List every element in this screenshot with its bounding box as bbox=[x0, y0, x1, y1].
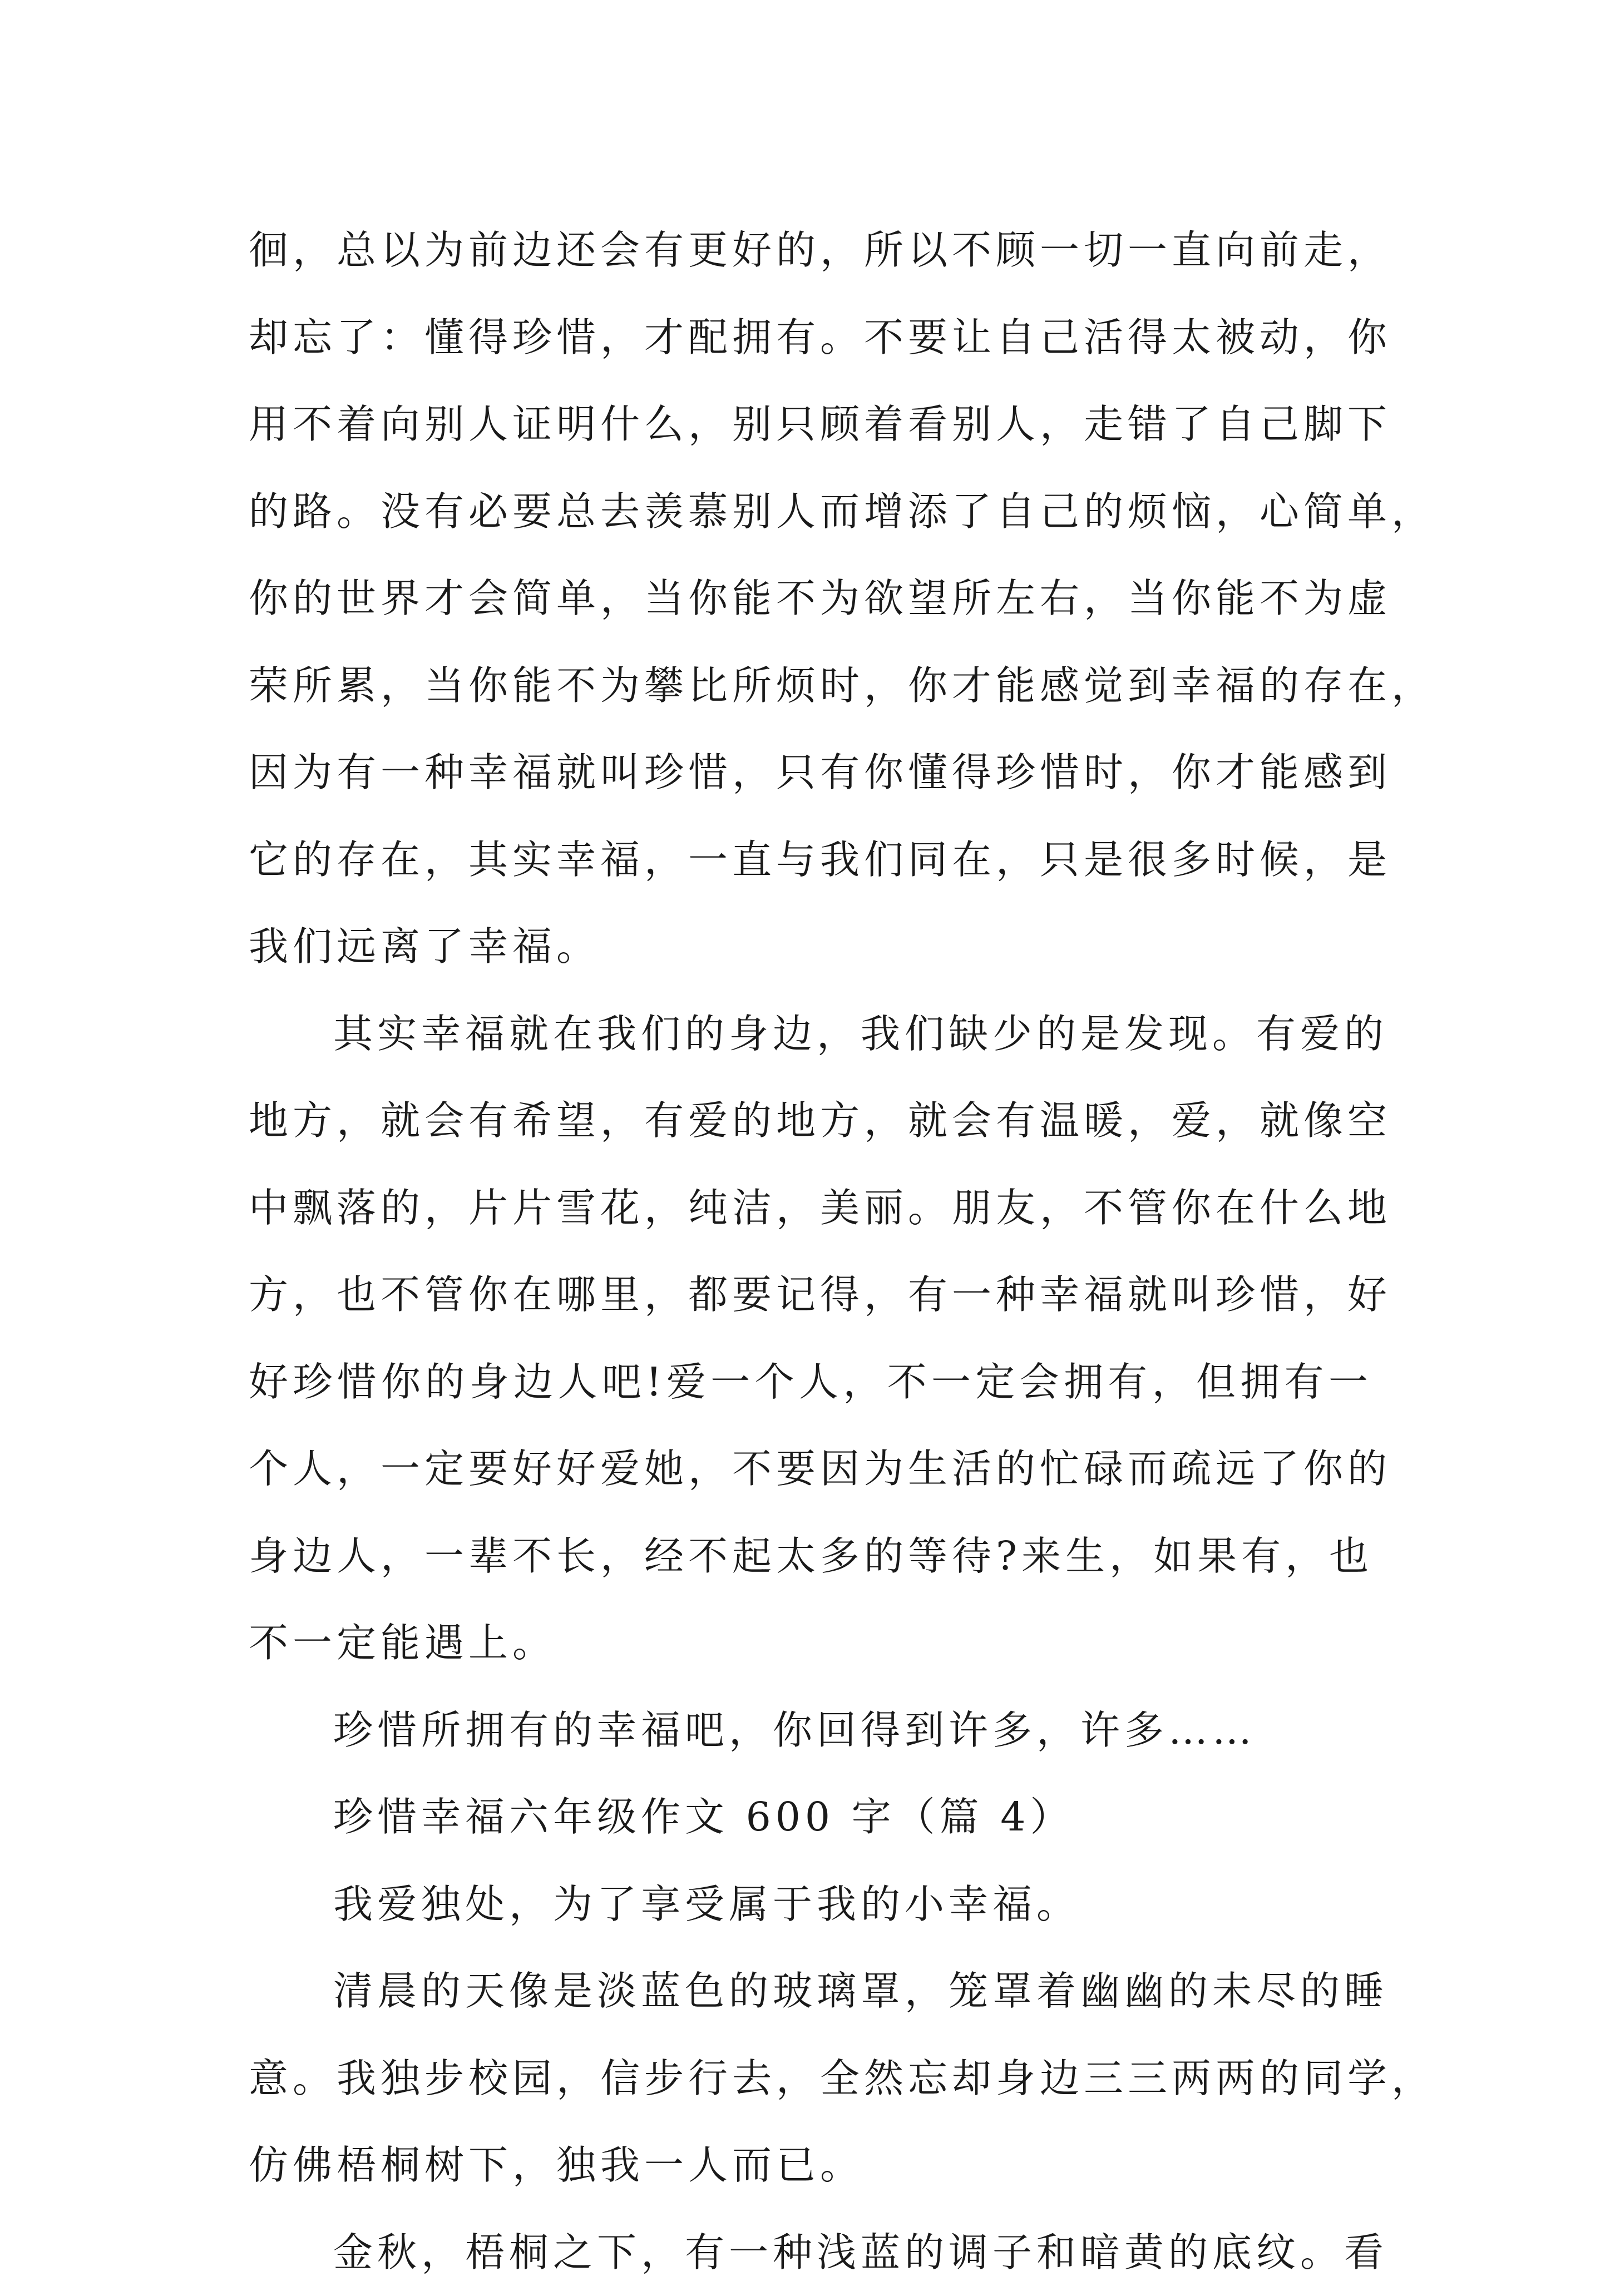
text-line: 不一定能遇上。 bbox=[249, 1600, 1372, 1687]
text-line: 却忘了：懂得珍惜，才配拥有。不要让自己活得太被动，你 bbox=[249, 294, 1372, 382]
text-line: 我爱独处，为了享受属于我的小幸福。 bbox=[249, 1861, 1372, 1948]
text-line: 好珍惜你的身边人吧!爱一个人，不一定会拥有，但拥有一 bbox=[249, 1339, 1372, 1426]
text-line: 方，也不管你在哪里，都要记得，有一种幸福就叫珍惜，好 bbox=[249, 1251, 1372, 1339]
text-line: 金秋，梧桐之下，有一种浅蓝的调子和暗黄的底纹。看 bbox=[249, 2209, 1372, 2296]
body-text bbox=[249, 207, 1372, 2296]
text-line: 我们远离了幸福。 bbox=[249, 903, 1372, 991]
text-line: 地方，就会有希望，有爱的地方，就会有温暖，爱，就像空 bbox=[249, 1077, 1372, 1165]
text-line: 它的存在，其实幸福，一直与我们同在，只是很多时候，是 bbox=[249, 817, 1372, 904]
text-line: 的路。没有必要总去羡慕别人而增添了自己的烦恼，心简单， bbox=[249, 468, 1372, 556]
text-line: 你的世界才会简单，当你能不为欲望所左右，当你能不为虚 bbox=[249, 555, 1372, 642]
text-line: 意。我独步校园，信步行去，全然忘却身边三三两两的同学， bbox=[249, 2035, 1372, 2122]
text-line: 用不着向别人证明什么，别只顾着看别人，走错了自己脚下 bbox=[249, 381, 1372, 468]
text-line: 身边人，一辈不长，经不起太多的等待?来生，如果有，也 bbox=[249, 1513, 1372, 1600]
text-line: 其实幸福就在我们的身边，我们缺少的是发现。有爱的 bbox=[249, 991, 1372, 1078]
text-line: 仿佛梧桐树下，独我一人而已。 bbox=[249, 2122, 1372, 2209]
text-line: 珍惜所拥有的幸福吧，你回得到许多，许多…… bbox=[249, 1687, 1372, 1774]
text-line: 因为有一种幸福就叫珍惜，只有你懂得珍惜时，你才能感到 bbox=[249, 729, 1372, 817]
text-line: 清晨的天像是淡蓝色的玻璃罩，笼罩着幽幽的未尽的睡 bbox=[249, 1948, 1372, 2035]
text-line: 个人，一定要好好爱她，不要因为生活的忙碌而疏远了你的 bbox=[249, 1426, 1372, 1513]
text-line: 荣所累，当你能不为攀比所烦时，你才能感觉到幸福的存在， bbox=[249, 642, 1372, 730]
text-line: 珍惜幸福六年级作文 600 字（篇 4） bbox=[249, 1774, 1372, 1861]
text-line: 徊，总以为前边还会有更好的，所以不顾一切一直向前走， bbox=[249, 207, 1372, 294]
text-line: 中飘落的，片片雪花，纯洁，美丽。朋友，不管你在什么地 bbox=[249, 1165, 1372, 1252]
